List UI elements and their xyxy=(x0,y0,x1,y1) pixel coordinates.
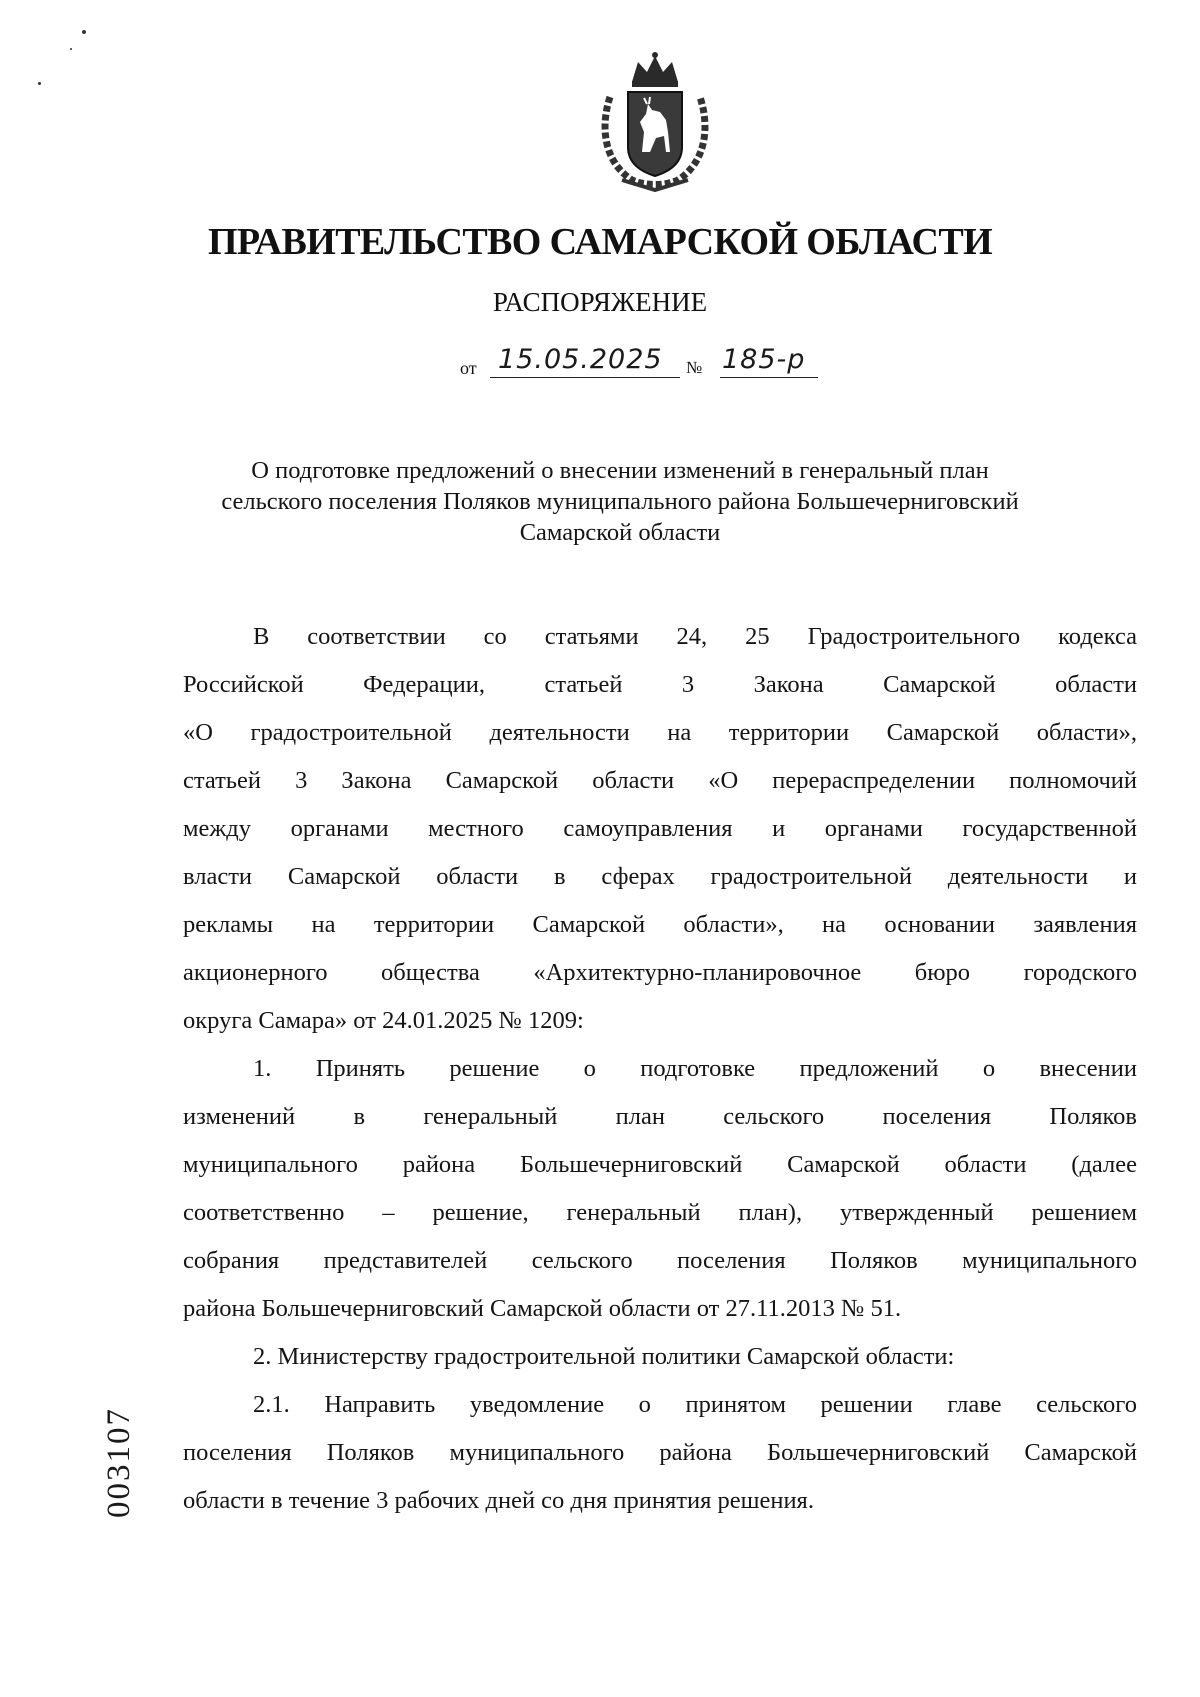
body-line: «О градостроительной деятельности на территории Самарской области», xyxy=(183,719,1137,746)
organization-title: ПРАВИТЕЛЬСТВО САМАРСКОЙ ОБЛАСТИ xyxy=(207,221,993,263)
date-number-line xyxy=(460,346,880,382)
body-line: статьей 3 Закона Самарской области «О перераспределении полномочий xyxy=(183,767,1137,794)
body-line: Российской Федерации, статьей 3 Закона Самарской области xyxy=(183,671,1137,698)
body-line: муниципального района Большечерниговский Самарской области (далее xyxy=(183,1151,1137,1178)
body-line: округа Самара» от 24.01.2025 № 1209: xyxy=(183,1007,584,1034)
body-line: района Большечерниговский Самарской области от 27.11.2013 № 51. xyxy=(183,1295,902,1322)
body-line: акционерного общества «Архитектурно-планировочное бюро городского xyxy=(183,959,1137,986)
scan-speck xyxy=(38,82,41,85)
body-line: изменений в генеральный план сельского поселения Поляков xyxy=(183,1103,1137,1130)
body-line: поселения Поляков муниципального района Большечерниговский Самарской xyxy=(183,1439,1137,1466)
number-prefix: № xyxy=(686,358,703,377)
subject-line: сельского поселения Поляков муниципального района Большечерниговский xyxy=(221,488,1019,515)
samara-coat-of-arms-icon xyxy=(592,52,718,192)
body-line: области в течение 3 рабочих дней со дня принятия решения. xyxy=(183,1487,814,1514)
scan-speck xyxy=(70,48,72,50)
date-prefix: от xyxy=(460,358,477,378)
body-line: рекламы на территории Самарской области», на основании заявления xyxy=(183,911,1137,938)
document-subject xyxy=(160,455,1080,548)
number-underline xyxy=(720,377,818,378)
body-line: 2. Министерству градостроительной политики Самарской области: xyxy=(253,1343,955,1370)
body-line: власти Самарской области в сферах градостроительной деятельности и xyxy=(183,863,1137,890)
document-body xyxy=(183,613,1137,1525)
number-value: 185-р xyxy=(722,344,806,375)
scan-speck xyxy=(82,30,86,34)
body-line: соответственно – решение, генеральный план), утвержденный решением xyxy=(183,1199,1137,1226)
margin-stamp-number: 003107 xyxy=(101,1407,137,1518)
subject-line: Самарской области xyxy=(519,519,721,546)
date-underline xyxy=(490,377,680,378)
body-line: 1. Принять решение о подготовке предложений о внесении xyxy=(253,1055,1137,1082)
subject-line: О подготовке предложений о внесении изменений в генеральный план xyxy=(251,457,989,484)
body-line: 2.1. Направить уведомление о принятом решении главе сельского xyxy=(253,1391,1137,1418)
document-type: РАСПОРЯЖЕНИЕ xyxy=(492,287,708,317)
body-line: В соответствии со статьями 24, 25 Градостроительного кодекса xyxy=(253,623,1137,650)
date-value: 15.05.2025 xyxy=(498,344,663,375)
body-line: между органами местного самоуправления и органами государственной xyxy=(183,815,1137,842)
body-line: собрания представителей сельского поселения Поляков муниципального xyxy=(183,1247,1137,1274)
